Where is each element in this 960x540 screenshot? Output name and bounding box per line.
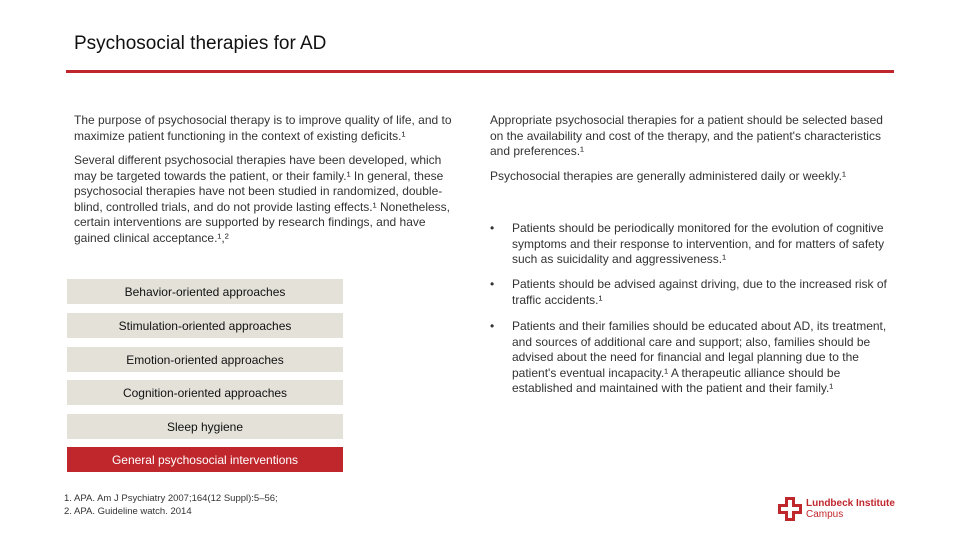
lundbeck-logo-icon bbox=[778, 497, 802, 521]
bullet-driving bbox=[490, 277, 890, 308]
bullet-text: Patients should be periodically monitored for the evolution of cognitive symptoms and their response to intervention, and for matters of safety such as suicidality and aggressiveness.¹ bbox=[512, 221, 885, 267]
bullet-education bbox=[490, 319, 890, 397]
approach-stimulation: Stimulation-oriented approaches bbox=[67, 313, 343, 338]
approach-emotion: Emotion-oriented approaches bbox=[67, 347, 343, 372]
slide-title: Psychosocial therapies for AD bbox=[74, 33, 327, 54]
approach-cognition: Cognition-oriented approaches bbox=[67, 380, 343, 405]
left-paragraph-overview: Several different psychosocial therapies have been developed, which may be targeted towards the patient, or their family.¹ In general, these psychosocial therapies have not been studied in randomized, double-blind, controlled trials, and do not provide lasting effects.¹ Nonetheless, certain interventions are supported by research findings, and have gained clinical acceptance.¹,² bbox=[74, 153, 450, 245]
approach-general-interventions: General psychosocial interventions bbox=[67, 447, 343, 472]
bullet-marker: • bbox=[490, 221, 495, 235]
logo-text-line1: Lundbeck Institute bbox=[806, 498, 895, 509]
lundbeck-logo bbox=[778, 497, 898, 521]
bullet-marker: • bbox=[490, 277, 495, 291]
right-paragraph-frequency: Psychosocial therapies are generally administered daily or weekly.¹ bbox=[490, 169, 846, 183]
bullet-monitoring bbox=[490, 221, 890, 268]
reference-2: 2. APA. Guideline watch. 2014 bbox=[64, 506, 192, 517]
logo-text-line2: Campus bbox=[806, 509, 844, 520]
bullet-marker: • bbox=[490, 319, 495, 333]
bullet-text: Patients should be advised against driving, due to the increased risk of traffic accidents.¹ bbox=[512, 277, 887, 307]
right-paragraph-selection: Appropriate psychosocial therapies for a patient should be selected based on the availability and cost of the therapy, and the patient's characteristics and preferences.¹ bbox=[490, 113, 883, 159]
left-paragraph-purpose: The purpose of psychosocial therapy is to improve quality of life, and to maximize patient functioning in the context of existing deficits.¹ bbox=[74, 113, 452, 143]
reference-1: 1. APA. Am J Psychiatry 2007;164(12 Suppl):5–56; bbox=[64, 493, 278, 504]
title-divider bbox=[66, 70, 894, 73]
references bbox=[64, 492, 278, 518]
approach-sleep-hygiene: Sleep hygiene bbox=[67, 414, 343, 439]
bullet-text: Patients and their families should be educated about AD, its treatment, and sources of additional care and support; also, families should be advised about the need for financial and legal planning due to the patient's eventual incapacity.¹ A therapeutic alliance should be established and maintained with the patient and their family.¹ bbox=[512, 319, 887, 396]
approach-behavior: Behavior-oriented approaches bbox=[67, 279, 343, 304]
